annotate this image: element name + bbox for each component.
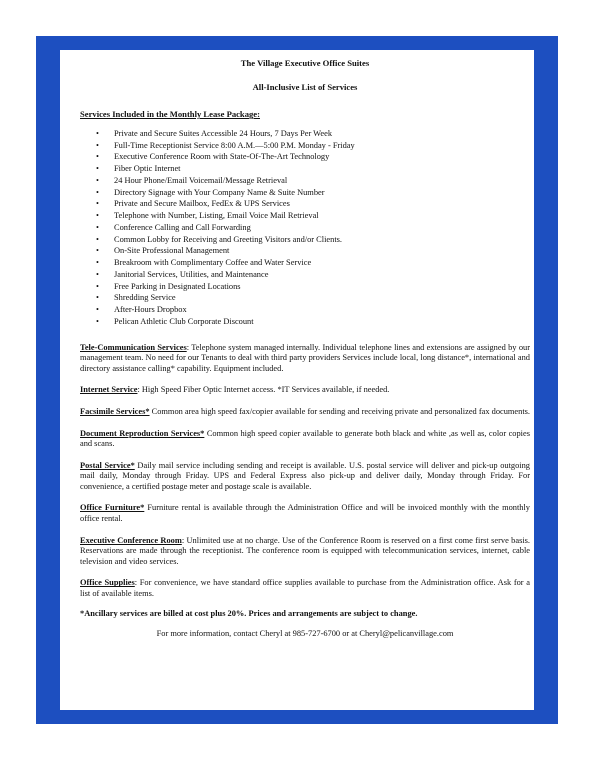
conference-room-section	[80, 536, 530, 568]
section-label: Executive Conference Room	[80, 535, 182, 545]
list-item: • 24 Hour Phone/Email Voicemail/Message Retrieval	[96, 175, 530, 187]
list-item: • Breakroom with Complimentary Coffee and Water Service	[96, 257, 530, 269]
section-label: Internet Service	[80, 385, 138, 395]
telecom-section	[80, 343, 530, 375]
list-item: • Free Parking in Designated Locations	[96, 281, 530, 293]
section-label: Document Reproduction Services*	[80, 428, 205, 438]
office-supplies-section	[80, 578, 530, 599]
contact-line: For more information, contact Cheryl at 985-727-6700 or at Cheryl@pelicanvillage.com	[156, 629, 454, 639]
list-item: • Fiber Optic Internet	[96, 163, 530, 175]
section-text: : Unlimited use at no charge. Use of the Conference Room is reserved on a first come first serve basis. Reservations are made through the receptionist. The conference room is equipped with telecommunication services, internet, cable television and video services.	[80, 535, 531, 566]
section-label: Office Furniture*	[80, 503, 145, 513]
list-item: • Executive Conference Room with State-Of-The-Art Technology	[96, 151, 530, 163]
section-text: : High Speed Fiber Optic Internet access. *IT Services available, if needed.	[137, 385, 390, 395]
list-item: • Directory Signage with Your Company Name & Suite Number	[96, 187, 530, 199]
document-page	[60, 50, 534, 710]
section-text: Furniture rental is available through the Administration Office and will be invoiced monthly with the monthly office rental.	[80, 503, 530, 524]
document-reproduction-section	[80, 429, 530, 450]
section-text: Common area high speed fax/copier available for sending and receiving private and personalized fax documents.	[149, 406, 531, 416]
list-item: • Common Lobby for Receiving and Greeting Visitors and/or Clients.	[96, 234, 530, 246]
section-label: Facsimile Services*	[80, 406, 150, 416]
ancillary-note: *Ancillary services are billed at cost plus 20%. Prices and arrangements are subject to change.	[80, 608, 418, 618]
section-label: Office Supplies	[80, 578, 135, 588]
postal-section	[80, 461, 530, 493]
list-item: • Conference Calling and Call Forwarding	[96, 222, 530, 234]
document-subtitle: All-Inclusive List of Services	[252, 81, 358, 92]
list-item: • Telephone with Number, Listing, Email Voice Mail Retrieval	[96, 210, 530, 222]
document-title: The Village Executive Office Suites	[240, 58, 370, 68]
services-list	[80, 128, 530, 328]
list-item: • Private and Secure Mailbox, FedEx & UPS Services	[96, 198, 530, 210]
section-text: Common high speed copier available to generate both black and white ,as well as, color copies and scans.	[80, 428, 530, 449]
list-item: • After-Hours Dropbox	[96, 304, 530, 316]
list-item: • On-Site Professional Management	[96, 245, 530, 257]
services-heading: Services Included in the Monthly Lease Package:	[80, 109, 260, 120]
list-item: • Private and Secure Suites Accessible 24 Hours, 7 Days Per Week	[96, 128, 530, 140]
section-text: : Telephone system managed internally. Individual telephone lines and extensions are assigned by our management team. No need for our Tenants to deal with third party providers Services include local, long distance*, international and directory assistance calling* capability. Equipment included.	[80, 342, 530, 373]
section-text: Daily mail service including sending and receipt is available. U.S. postal service will deliver and pick-up outgoing mail daily, Monday through Friday. UPS and Federal Express also pick-up and deliver daily, Monday through Friday. For convenience, a certified postage meter and postage scale is available.	[80, 460, 530, 491]
list-item: • Full-Time Receptionist Service 8:00 A.M.—5:00 P.M. Monday - Friday	[96, 140, 530, 152]
furniture-section	[80, 503, 530, 524]
internet-section	[80, 385, 530, 396]
section-label: Postal Service*	[80, 460, 135, 470]
fax-section	[80, 407, 530, 418]
list-item: • Janitorial Services, Utilities, and Maintenance	[96, 269, 530, 281]
list-item: • Shredding Service	[96, 292, 530, 304]
section-text: : For convenience, we have standard office supplies available to purchase from the Administration office. Ask for a list of available items.	[80, 578, 530, 599]
section-label: Tele-Communication Services	[80, 342, 187, 352]
list-item: • Pelican Athletic Club Corporate Discount	[96, 316, 530, 328]
